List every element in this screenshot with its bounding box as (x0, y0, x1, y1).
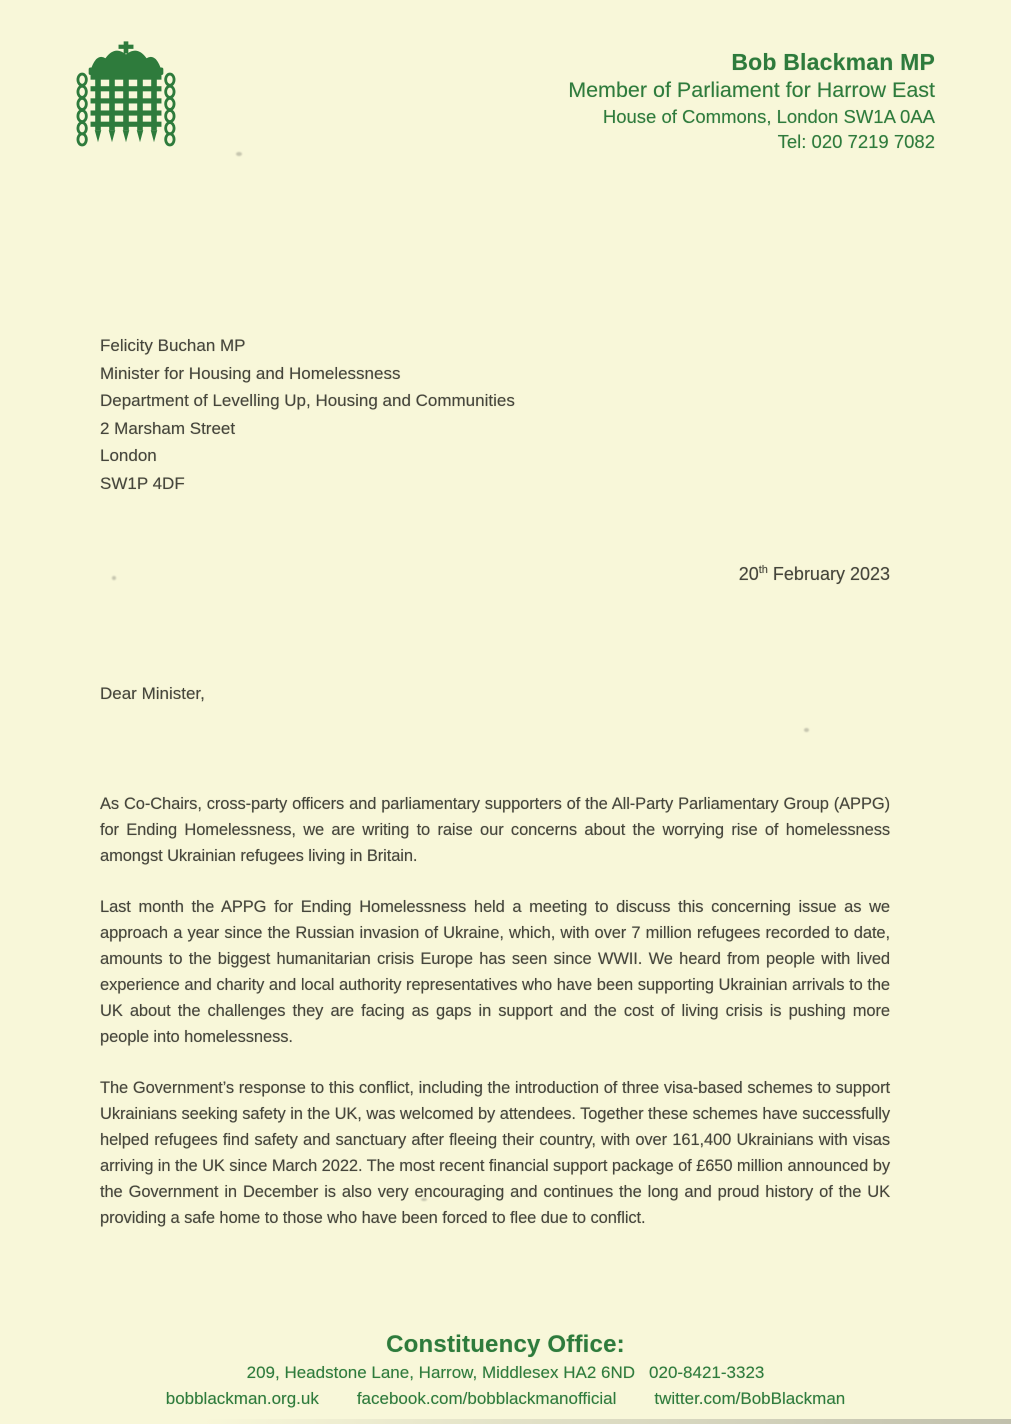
recipient-line: 2 Marsham Street (100, 418, 236, 438)
scan-speck (804, 728, 809, 732)
crowned-portcullis-icon (70, 40, 182, 166)
letterhead-contact-block (568, 48, 935, 154)
scan-speck (236, 152, 242, 156)
recipient-line: Department of Levelling Up, Housing and Communities (100, 391, 515, 410)
letter-paragraphs (100, 791, 890, 1231)
paragraph: The Government’s response to this conflict, including the introduction of three visa-based schemes to support Ukrainians seeking safety in the UK, was welcomed by attendees. Together these schemes have successfully helped refugees find safety and sanctuary after fleeing their country, with over 161,400 Ukrainians with visas arriving in the UK since March 2022. The most recent financial support package of £650 million announced by the Government in December is also very encouraging and continues the long and proud history of the UK providing a safe home to those who have been forced to flee due to conflict. (100, 1079, 890, 1227)
mp-phone: Tel: 020 7219 7082 (777, 131, 935, 152)
letter-body (0, 332, 1011, 1231)
footer-facebook: facebook.com/bobblackmanofficial (356, 1389, 617, 1408)
recipient-line: Felicity Buchan MP (100, 336, 246, 355)
date-rest: February 2023 (772, 564, 890, 584)
recipient-address-block (100, 332, 890, 497)
salutation: Dear Minister, (100, 684, 205, 703)
footer-links (0, 1386, 1011, 1412)
date-day: 20 (738, 564, 759, 584)
scan-speck (421, 1198, 427, 1201)
date-ordinal: th (758, 564, 768, 576)
letterhead (0, 0, 1011, 165)
mp-name: Bob Blackman MP (731, 49, 935, 75)
footer-phone: 020-8421-3323 (649, 1363, 765, 1382)
mp-role: Member of Parliament for Harrow East (568, 78, 935, 102)
recipient-line: London (100, 446, 157, 465)
paragraph: Last month the APPG for Ending Homelessness held a meeting to discuss this concerning issue as we approach a year since the Russian invasion of Ukraine, which, with over 7 million refugees recorded to date, amounts to the biggest humanitarian crisis Europe has seen since WWII. We heard from people with lived experience and charity and local authority representatives who have been supporting Ukrainian arrivals to the UK about the challenges they are facing as gaps in support and the cost of living crisis is pushing more people into homelessness. (100, 898, 890, 1046)
footer-address-line (0, 1360, 1011, 1386)
scan-speck (127, 1218, 131, 1221)
footer-street-address: 209, Headstone Lane, Harrow, Middlesex HA2 6ND (246, 1363, 636, 1382)
footer-website: bobblackman.org.uk (165, 1389, 319, 1408)
paragraph: As Co-Chairs, cross-party officers and parliamentary supporters of the All-Party Parliamentary Group (APPG) for Ending Homelessness, we are writing to raise our concerns about the worrying rise of homelessness amongst Ukrainian refugees living in Britain. (100, 795, 890, 865)
recipient-line: SW1P 4DF (100, 473, 185, 493)
letter-date (100, 557, 890, 588)
recipient-line: Minister for Housing and Homelessness (100, 363, 401, 383)
constituency-office-footer (0, 1330, 1011, 1412)
mp-address: House of Commons, London SW1A 0AA (602, 106, 935, 127)
footer-title: Constituency Office: (386, 1331, 625, 1358)
scan-speck (112, 576, 116, 580)
footer-twitter: twitter.com/BobBlackman (654, 1389, 846, 1408)
